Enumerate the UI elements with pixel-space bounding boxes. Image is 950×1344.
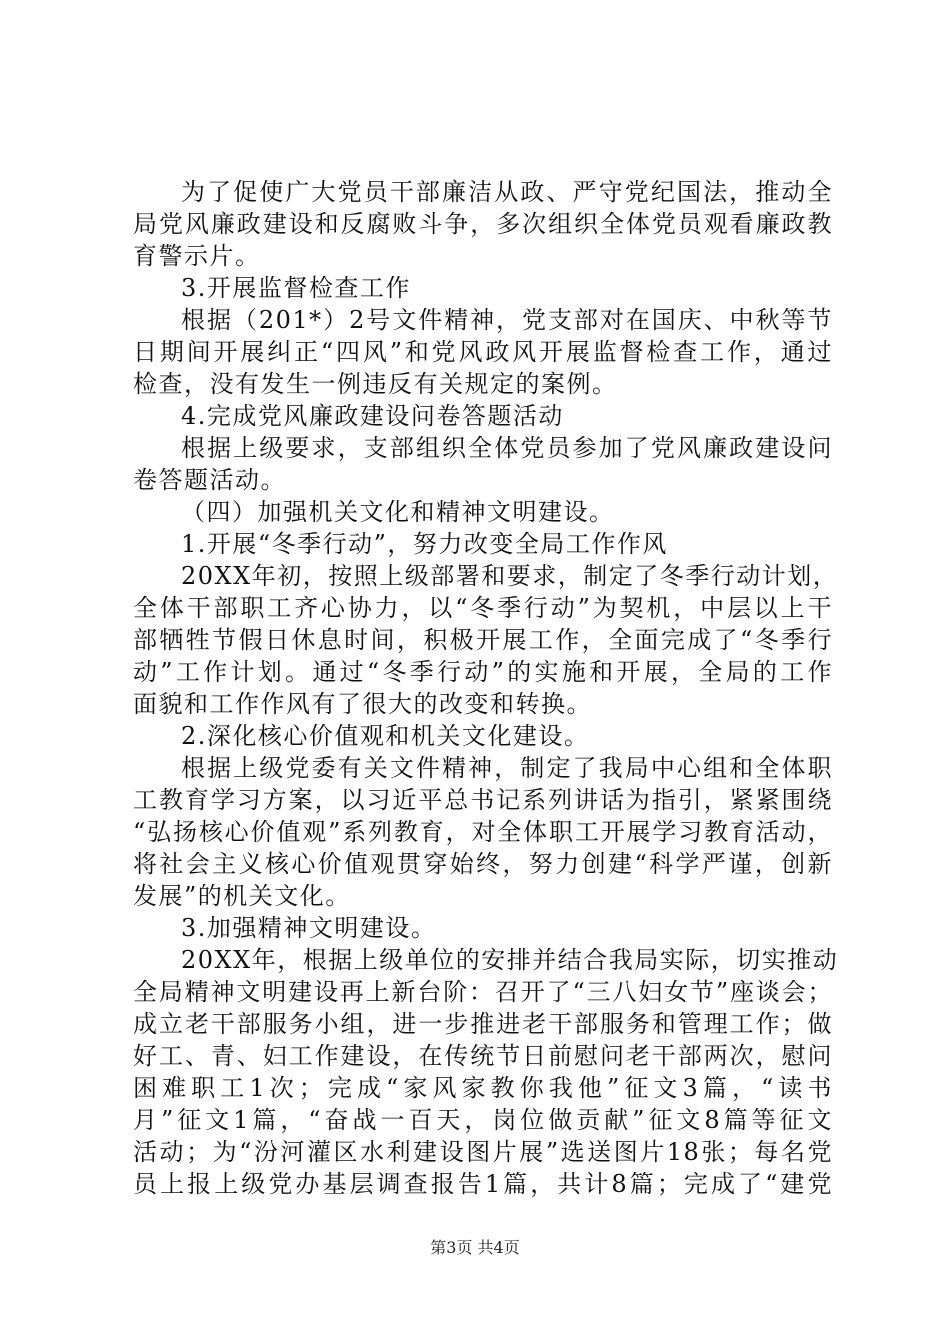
page-number-footer: 第3页 共4页 [430,1238,520,1257]
section-heading: 1.开展“冬季行动”，努力改变全局工作作风 [181,530,668,558]
paragraph-line: 全局精神文明建设再上新台阶：召开了“三八妇女节”座谈会； [133,978,833,1006]
paragraph-line: 将社会主义核心价值观贯穿始终，努力创建“科学严谨，创新 [133,850,833,878]
paragraph-line: 日期间开展纠正“四风”和党风政风开展监督检查工作，通过 [133,338,833,366]
paragraph-line: 面貌和工作作风有了很大的改变和转换。 [133,690,592,718]
paragraph-line: “弘扬核心价值观”系列教育，对全体职工开展学习教育活动， [133,818,833,846]
paragraph-line: 成立老干部服务小组，进一步推进老干部服务和管理工作；做 [133,1010,833,1038]
paragraph-line: 20XX年，根据上级单位的安排并结合我局实际，切实推动 [181,946,839,974]
paragraph-line: 为了促使广大党员干部廉洁从政、严守党纪国法，推动全 [181,178,833,206]
section-heading: （四）加强机关文化和精神文明建设。 [181,498,615,526]
paragraph-line: 育警示片。 [133,242,261,270]
paragraph-line: 根据上级党委有关文件精神，制定了我局中心组和全体职 [181,754,833,782]
paragraph-line: 部牺牲节假日休息时间，积极开展工作，全面完成了“冬季行 [133,626,833,654]
section-heading: 3.开展监督检查工作 [181,274,411,302]
paragraph-line: 活动；为“汾河灌区水利建设图片展”选送图片18张；每名党 [133,1138,833,1166]
paragraph-line: 20XX年初，按照上级部署和要求，制定了冬季行动计划， [181,562,839,590]
paragraph-line: 局党风廉政建设和反腐败斗争，多次组织全体党员观看廉政教 [133,210,833,238]
paragraph-line: 检查，没有发生一例违反有关规定的案例。 [133,370,618,398]
section-heading: 3.加强精神文明建设。 [181,914,437,942]
paragraph-line: 好工、青、妇工作建设，在传统节日前慰问老干部两次，慰问 [133,1042,833,1070]
paragraph-line: 卷答题活动。 [133,466,286,494]
section-heading: 4.完成党风廉政建设问卷答题活动 [181,402,564,430]
paragraph-line: 发展”的机关文化。 [133,882,351,910]
paragraph-line: 根据（201*）2号文件精神，党支部对在国庆、中秋等节 [181,306,833,334]
paragraph-line: 月”征文1篇，“奋战一百天，岗位做贡献”征文8篇等征文 [133,1106,833,1134]
paragraph-line: 工教育学习方案，以习近平总书记系列讲话为指引，紧紧围绕 [133,786,833,814]
paragraph-line: 根据上级要求，支部组织全体党员参加了党风廉政建设问 [181,434,833,462]
paragraph-line: 全体干部职工齐心协力，以“冬季行动”为契机，中层以上干 [133,594,833,622]
section-heading: 2.深化核心价值观和机关文化建设。 [181,722,590,750]
paragraph-line: 困难职工1次；完成“家风家教你我他”征文3篇，“读书 [133,1074,833,1102]
paragraph-line: 员上报上级党办基层调查报告1篇，共计8篇；完成了“建党 [133,1170,833,1198]
paragraph-line: 动”工作计划。通过“冬季行动”的实施和开展，全局的工作 [133,658,833,686]
